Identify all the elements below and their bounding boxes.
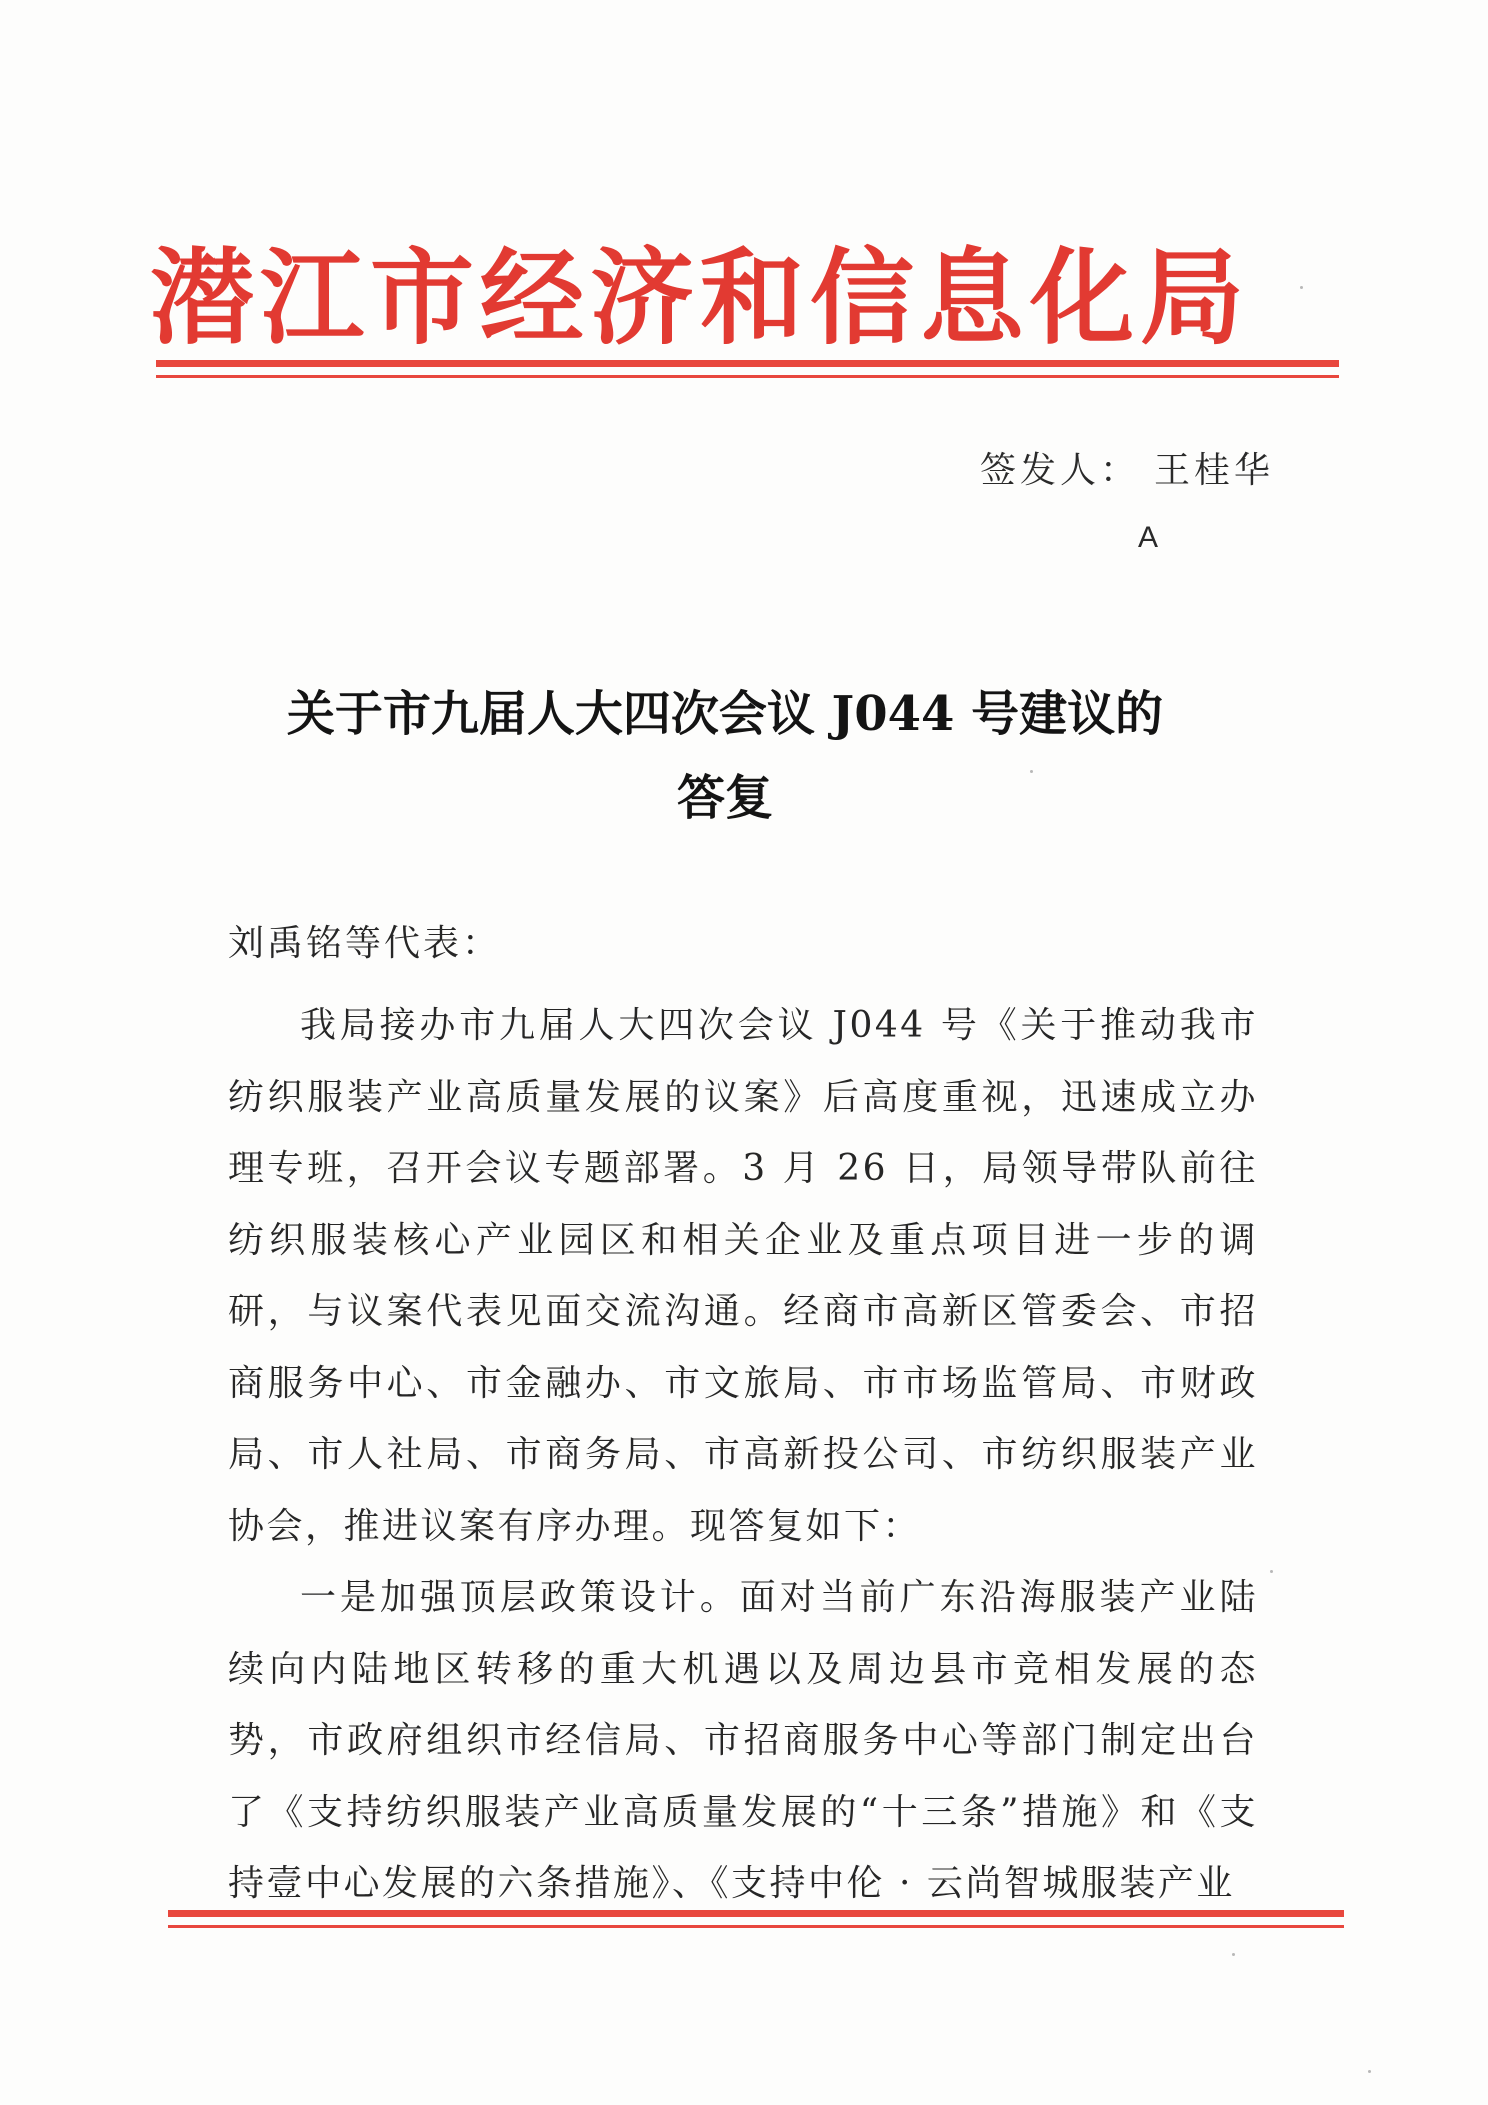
scan-speck (1232, 1953, 1235, 1956)
footer-divider-thin (168, 1925, 1344, 1928)
signer-mark: A (1138, 521, 1159, 554)
letterhead-org-name: 潜江市经济和信息化局 (150, 236, 1251, 359)
scan-speck (1030, 770, 1033, 773)
salutation: 刘禹铭等代表： (228, 923, 502, 964)
signer-name: 王桂华 (1154, 450, 1275, 491)
letterhead-divider-thin (156, 375, 1339, 378)
document-title-line-2: 答复 (676, 770, 773, 826)
signer-line (980, 447, 1274, 495)
body-paragraph-2: 一是加强顶层政策设计。面对当前广东沿海服装产业陆续向内陆地区转移的重大机遇以及周边县市竞相发展的态势，市政府组织市经信局、市招商服务中心等部门制定出台了《支持纺织服装产业高质量发展的“十三条”措施》和《支持壹中心发展的六条措施》、《支持中伦 · 云尚智城服装产业 (228, 1577, 1258, 1904)
signer-label: 签发人： (980, 450, 1141, 491)
scan-speck (1300, 286, 1303, 289)
letterhead-divider-thick (156, 360, 1339, 367)
footer-divider-thick (168, 1910, 1344, 1917)
body-paragraph-1: 我局接办市九届人大四次会议 J044 号《关于推动我市纺织服装产业高质量发展的议案》后高度重视，迅速成立办理专班，召开会议专题部署。3 月 26 日，局领导带队前往纺织服装核心产业园区和相关企业及重点项目进一步的调研，与议案代表见面交流沟通。经商市高新区管委会、市招商服务中心、市金融办、市文旅局、市市场监管局、市财政局、市人社局、市商务局、市高新投公司、市纺织服装产业协会，推进议案有序办理。现答复如下： (228, 1005, 1258, 1547)
scan-speck (1368, 2070, 1371, 2073)
scan-speck (1270, 1570, 1273, 1573)
document-title (200, 672, 1250, 840)
document-title-line-1: 关于市九届人大四次会议 J044 号建议的 (286, 686, 1164, 742)
document-body (228, 990, 1258, 1920)
